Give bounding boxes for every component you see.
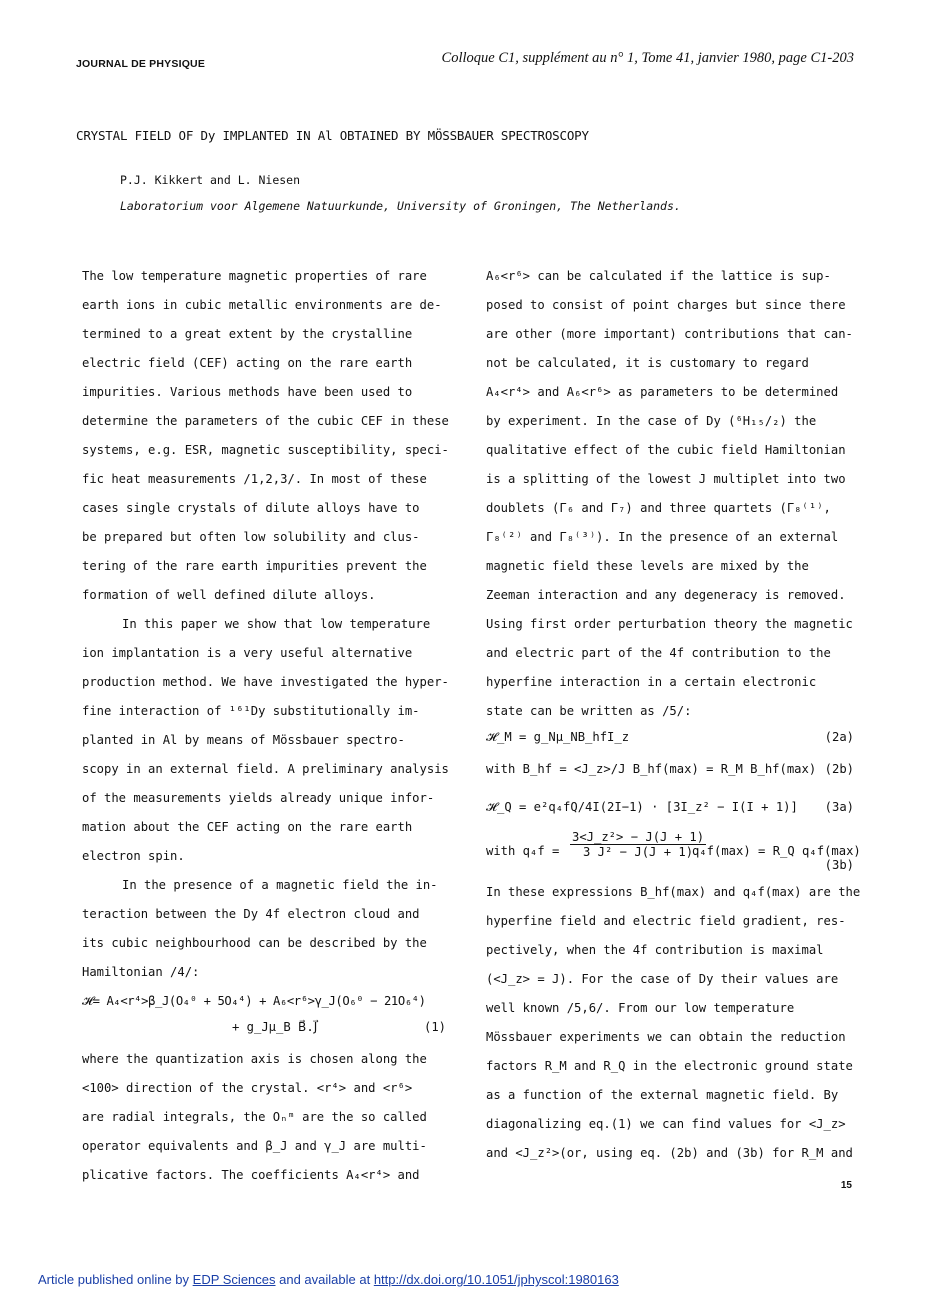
text-line: well known /5,6/. From our low temperature (486, 1001, 795, 1015)
equation-number: (2a) (824, 730, 854, 744)
text-line: are radial integrals, the Oₙᵐ are the so called (82, 1110, 427, 1124)
text-line: scopy in an external field. A preliminary analysis (82, 762, 449, 776)
text-line: and electric part of the 4f contribution to the (486, 646, 831, 660)
doi-link[interactable]: http://dx.doi.org/10.1051/jphyscol:1980163 (373, 1272, 619, 1287)
text-line: operator equivalents and β_J and γ_J are multi- (82, 1139, 427, 1153)
paper-affiliation: Laboratorium voor Algemene Natuurkunde, University of Groningen, The Netherlands. (120, 199, 681, 213)
journal-name: JOURNAL DE PHYSIQUE (76, 58, 206, 70)
text-line: diagonalizing eq.(1) we can find values for <J_z> (486, 1117, 846, 1131)
text-line: electric field (CEF) acting on the rare earth (82, 356, 413, 370)
text-line: Γ₈⁽²⁾ and Γ₈⁽³⁾). In the presence of an external (486, 530, 839, 544)
text-line: <100> direction of the crystal. <r⁴> and <r⁶> (82, 1081, 413, 1095)
text-line: of the measurements yields already unique infor- (82, 791, 435, 805)
text-line: pectively, when the 4f contribution is maximal (486, 943, 824, 957)
equation-2a-body: 𝓗_M = g_Nμ_NB_hfI_z (486, 730, 630, 744)
fraction-numerator: 3<J_z²> − J(J + 1) (572, 830, 705, 844)
text-line: determine the parameters of the cubic CEF in these (82, 414, 449, 428)
equation-3a (486, 790, 862, 830)
equation-1-line-1: 𝓗= A₄<r⁴>β_J(O₄⁰ + 5O₄⁴) + A₆<r⁶>γ_J(O₆⁰ − 21O₆⁴) (82, 994, 426, 1008)
equation-3b-suffix: q₄f(max) = R_Q q₄f(max) (692, 844, 861, 858)
text-line: doublets (Γ₆ and Γ₇) and three quartets (Γ₈⁽¹⁾, (486, 501, 831, 515)
text-line: In the presence of a magnetic field the in- (122, 878, 438, 892)
text-line: A₄<r⁴> and A₆<r⁶> as parameters to be determined (486, 385, 839, 399)
text-line: cases single crystals of dilute alloys have to (82, 501, 420, 515)
footer-prefix: Article published online by (38, 1272, 193, 1287)
text-line: posed to consist of point charges but since there (486, 298, 846, 312)
text-line: fic heat measurements /1,2,3/. In most of these (82, 472, 427, 486)
paper-title: CRYSTAL FIELD OF Dy IMPLANTED IN Al OBTAINED BY MÖSSBAUER SPECTROSCOPY (76, 128, 589, 143)
text-line: is a splitting of the lowest J multiplet into two (486, 472, 846, 486)
text-line: where the quantization axis is chosen along the (82, 1052, 427, 1066)
page-number: 15 (840, 1180, 852, 1191)
publication-footer (38, 1272, 619, 1287)
text-line: In this paper we show that low temperature (122, 617, 431, 631)
equation-3a-body: 𝓗_Q = e²q₄fQ/4I(2I−1) · [3I_z² − I(I + 1)] (486, 800, 798, 814)
text-line: earth ions in cubic metallic environments are de- (82, 298, 442, 312)
text-line: ion implantation is a very useful alternative (82, 646, 413, 660)
equation-3b (486, 830, 862, 878)
text-line: teraction between the Dy 4f electron cloud and (82, 907, 420, 921)
text-line: hyperfine interaction in a certain electronic (486, 675, 817, 689)
text-line: are other (more important) contributions that can- (486, 327, 853, 341)
equation-3b-fraction (570, 830, 706, 859)
text-line: termined to a great extent by the crystalline (82, 327, 413, 341)
publisher-link[interactable]: EDP Sciences (192, 1272, 276, 1287)
text-line: (<J_z> = J). For the case of Dy their values are (486, 972, 839, 986)
equation-number: (2b) (824, 762, 854, 776)
left-column (82, 262, 454, 1190)
text-line: A₆<r⁶> can be calculated if the lattice is sup- (486, 269, 831, 283)
text-line: Hamiltonian /4/: (82, 965, 200, 979)
equation-1-term: + g_Jμ_B B⃗.J⃗ (232, 1020, 318, 1034)
text-line: magnetic field these levels are mixed by the (486, 559, 809, 573)
text-line: systems, e.g. ESR, magnetic susceptibility, speci- (82, 443, 449, 457)
text-line: plicative factors. The coefficients A₄<r⁴> and (82, 1168, 420, 1182)
text-line: its cubic neighbourhood can be described by the (82, 936, 427, 950)
text-line: Using first order perturbation theory the magnetic (486, 617, 853, 631)
text-line: The low temperature magnetic properties of rare (82, 269, 427, 283)
equation-3b-prefix: with q₄f = (486, 844, 560, 858)
text-line: impurities. Various methods have been used to (82, 385, 413, 399)
text-line: production method. We have investigated the hyper- (82, 675, 449, 689)
text-line: Zeeman interaction and any degeneracy is removed. (486, 588, 846, 602)
equation-2b-body: with B_hf = <J_z>/J B_hf(max) = R_M B_hf(max) (486, 762, 817, 776)
text-line: not be calculated, it is customary to regard (486, 356, 809, 370)
equation-number: (3a) (824, 800, 854, 814)
footer-middle: and available at (275, 1272, 374, 1287)
text-line: In these expressions B_hf(max) and q₄f(max) are the (486, 885, 861, 899)
text-line: fine interaction of ¹⁶¹Dy substitutionally im- (82, 704, 420, 718)
equation-2b (486, 758, 862, 790)
text-line: tering of the rare earth impurities prevent the (82, 559, 427, 573)
text-line: hyperfine field and electric field gradient, res- (486, 914, 846, 928)
right-column (486, 262, 862, 1168)
text-line: be prepared but often low solubility and clus- (82, 530, 420, 544)
text-line: mation about the CEF acting on the rare earth (82, 820, 413, 834)
text-line: qualitative effect of the cubic field Hamiltonian (486, 443, 846, 457)
text-line: by experiment. In the case of Dy (⁶H₁₅/₂) the (486, 414, 817, 428)
text-line: planted in Al by means of Mössbauer spectro- (82, 733, 405, 747)
text-line: and <J_z²>(or, using eq. (2b) and (3b) for R_M and (486, 1146, 853, 1160)
equation-number: (3b) (824, 858, 854, 872)
text-line: electron spin. (82, 849, 185, 863)
colloque-reference: Colloque C1, supplément au n° 1, Tome 41, janvier 1980, page C1-203 (441, 50, 854, 66)
text-line: factors R_M and R_Q in the electronic ground state (486, 1059, 853, 1073)
text-line: state can be written as /5/: (486, 704, 692, 718)
equation-number: (1) (423, 1020, 446, 1034)
text-line: formation of well defined dilute alloys. (82, 588, 376, 602)
text-line: Mössbauer experiments we can obtain the reduction (486, 1030, 846, 1044)
equation-2a (486, 726, 862, 758)
text-line: as a function of the external magnetic field. By (486, 1088, 839, 1102)
fraction-denominator: 3 J² − J(J + 1) (583, 845, 694, 859)
equation-1-line-2 (82, 1016, 454, 1045)
paper-authors: P.J. Kikkert and L. Niesen (120, 173, 301, 187)
